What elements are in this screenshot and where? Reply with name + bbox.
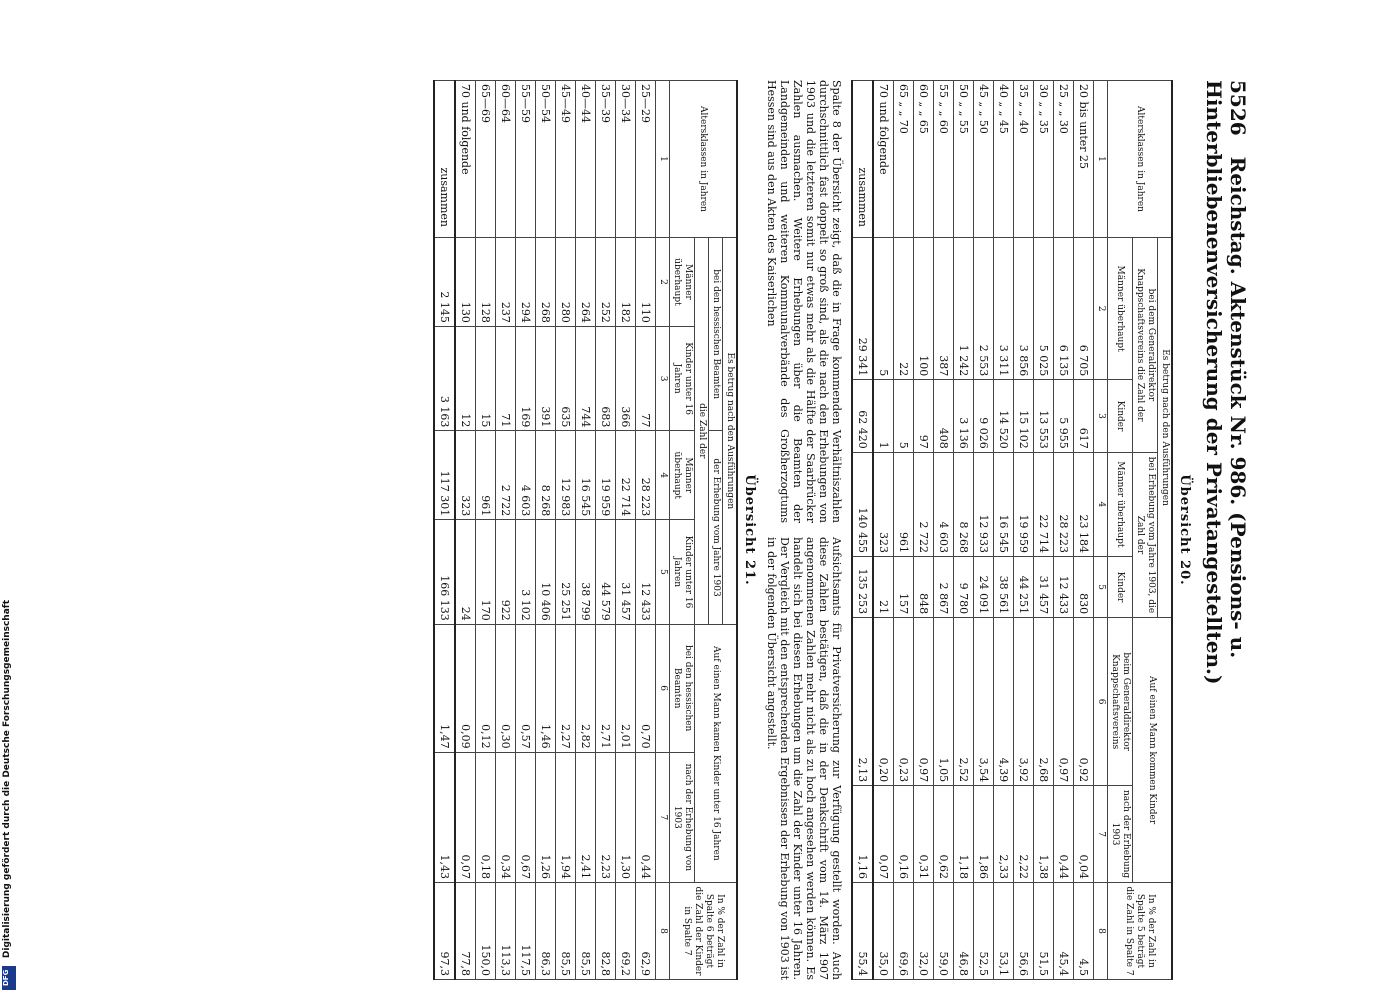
- table-cell: 961: [476, 431, 496, 520]
- t20-h-age: Altersklassen in Jahren: [1108, 81, 1173, 238]
- table-cell: 391: [536, 326, 556, 430]
- table-cell: 0,31: [914, 786, 934, 883]
- table-cell: 25—29: [636, 81, 656, 238]
- table-row: [536, 81, 556, 980]
- table-cell: 8 268: [954, 452, 974, 556]
- table-cell: 9 026: [974, 380, 994, 453]
- table-cell: 46,8: [954, 883, 974, 980]
- t20-h-men-b: Männer überhaupt: [1108, 452, 1133, 556]
- table-cell: 2,22: [1014, 786, 1034, 883]
- t21-colnum: 6: [656, 624, 670, 752]
- table-cell: 32,0: [914, 883, 934, 980]
- table-cell: 170: [476, 520, 496, 624]
- table-cell: 830: [1074, 556, 1094, 617]
- table-cell: 2 867: [934, 556, 954, 617]
- table-cell: 77,8: [455, 883, 476, 980]
- table-cell: 408: [934, 380, 954, 453]
- table-cell: 2,68: [1034, 618, 1054, 786]
- table-cell: 4 603: [934, 452, 954, 556]
- table-cell: 53,1: [994, 883, 1014, 980]
- table-cell: 22: [894, 238, 914, 380]
- table-cell: 14 520: [994, 380, 1014, 453]
- t21-colnums: [656, 81, 670, 980]
- table-cell: 15 102: [1014, 380, 1034, 453]
- table-cell: 961: [894, 452, 914, 556]
- table-cell: 3,54: [974, 618, 994, 786]
- table-cell: 182: [616, 238, 636, 327]
- table-cell: 16 545: [994, 452, 1014, 556]
- table-row: [476, 81, 496, 980]
- t20-h-men-a: Männer überhaupt: [1108, 238, 1133, 380]
- table-cell: 0,16: [894, 786, 914, 883]
- table-row: [1014, 81, 1034, 980]
- table-cell: 71: [496, 326, 516, 430]
- table-cell: 366: [616, 326, 636, 430]
- table-cell: 12 433: [1054, 556, 1074, 617]
- text-left: Spalte 8 der Übersicht zeigt, daß die in Frage kommenden Verhältniszahlen durchschnittlich fast doppelt so groß sind, als die nach den Erhebungen von 1903 und die letzteren somit nur etwas mehr als die Hälfte der Saarbrücker Zahlen ausmachen. Weitere Erhebungen über die Beamten der Landgemeinden und weiteren Kommunalverbände des Großherzogtums Hessen sind aus den Akten des Kaiserlichen: [765, 80, 843, 523]
- table-row: [934, 81, 954, 980]
- table-cell: 55 „ „ 60: [934, 81, 954, 238]
- table-cell: 38 561: [994, 556, 1014, 617]
- total-cell: 2 145: [434, 238, 455, 327]
- table-cell: 0,97: [914, 618, 934, 786]
- table-cell: 69,2: [616, 883, 636, 980]
- table-cell: 5: [873, 238, 894, 380]
- table-row: [994, 81, 1014, 980]
- table-cell: 2 722: [914, 452, 934, 556]
- t21-h-kids-a: Kinder unter 16 Jahren: [670, 326, 695, 430]
- t20-h-group: Es betrug nach den Ausführungen: [1158, 238, 1173, 618]
- table-row: [516, 81, 536, 980]
- t21-h-kids-b: Kinder unter 16 Jahren: [670, 520, 695, 624]
- table-20: [851, 80, 1173, 980]
- table-row: [974, 81, 994, 980]
- t20-colnum: 5: [1094, 556, 1108, 617]
- table-cell: 4,39: [994, 618, 1014, 786]
- table-cell: 70 und folgende: [455, 81, 476, 238]
- table-cell: 44 251: [1014, 556, 1034, 617]
- table-cell: 0,97: [1054, 618, 1074, 786]
- total-cell: 62 420: [852, 380, 873, 453]
- table-cell: 294: [516, 238, 536, 327]
- table-cell: 59,0: [934, 883, 954, 980]
- t21-colnum: 1: [656, 81, 670, 238]
- table-cell: 5 025: [1034, 238, 1054, 380]
- table-row: [636, 81, 656, 980]
- table-cell: 62,9: [636, 883, 656, 980]
- table-cell: 77: [636, 326, 656, 430]
- table-cell: 2,23: [596, 752, 616, 882]
- t20-colnums: [1094, 81, 1108, 980]
- table-cell: 16 545: [576, 431, 596, 520]
- table-cell: 12: [455, 326, 476, 430]
- t20-h-d: In % der Zahl in Spalte 5 beträgt die Zahl in Spalte 7: [1108, 883, 1173, 980]
- table-cell: 38 799: [576, 520, 596, 624]
- table-cell: 85,5: [556, 883, 576, 980]
- table-cell: 0,18: [476, 752, 496, 882]
- table-cell: 0,20: [873, 618, 894, 786]
- total-cell: 97,3: [434, 883, 455, 980]
- table-cell: 12 433: [636, 520, 656, 624]
- total-cell: 166 133: [434, 520, 455, 624]
- text-right: Aufsichtsamts für Privatversicherung zur Verfügung gestellt worden. Auch diese Zahlen bestätigen, daß die in der Denkschrift vom 14. März 1907 angenommenen Zahlen mehr nicht als zu hoch angesehen werden können. Es handelt sich bei diesen Erhebungen um die Zahl der Kinder unter 16 Jahren. Der Vergleich mit den entsprechenden Ergebnissen der Erhebung von 1903 ist in der folgenden Übersicht angestellt.: [765, 537, 843, 980]
- table-cell: 30—34: [616, 81, 636, 238]
- table-cell: 19 959: [1014, 452, 1034, 556]
- table-row: [1054, 81, 1074, 980]
- table-cell: 2,01: [616, 624, 636, 752]
- table-cell: 150,0: [476, 883, 496, 980]
- dfg-logo: DFG: [2, 966, 16, 990]
- t21-h-age: Altersklassen in Jahren: [670, 81, 738, 238]
- table-cell: 3 136: [954, 380, 974, 453]
- table-cell: 0,34: [496, 752, 516, 882]
- funding-note: Digitalisierung gefördert durch die Deutsche Forschungsgemeinschaft: [2, 600, 12, 959]
- table-cell: 0,04: [1074, 786, 1094, 883]
- table-cell: 44 579: [596, 520, 616, 624]
- table-21: [433, 80, 738, 980]
- table-cell: 8 268: [536, 431, 556, 520]
- table-cell: 25 „ „ 30: [1054, 81, 1074, 238]
- table-cell: 323: [873, 452, 894, 556]
- table21-title: Übersicht 21.: [742, 474, 757, 586]
- table-row: [576, 81, 596, 980]
- table-cell: 40—44: [576, 81, 596, 238]
- table-cell: 31 457: [1034, 556, 1054, 617]
- t21-h-b: der Erhebung vom Jahre 1903: [709, 431, 723, 624]
- table-cell: 237: [496, 238, 516, 327]
- t21-h-sub: die Zahl der: [695, 238, 709, 625]
- table-cell: 0,67: [516, 752, 536, 882]
- table-cell: 1,26: [536, 752, 556, 882]
- table-row: [496, 81, 516, 980]
- table-cell: 45—49: [556, 81, 576, 238]
- total-cell: 1,16: [852, 786, 873, 883]
- table-cell: 20 bis unter 25: [1074, 81, 1094, 238]
- table-cell: 2,71: [596, 624, 616, 752]
- table-cell: 2,33: [994, 786, 1014, 883]
- total-cell: 135 253: [852, 556, 873, 617]
- table-cell: 0,70: [636, 624, 656, 752]
- table-cell: 0,07: [873, 786, 894, 883]
- table-cell: 1,86: [974, 786, 994, 883]
- table-row: [616, 81, 636, 980]
- rotated-page: [30, 80, 1250, 980]
- table-row: [914, 81, 934, 980]
- t20-colnum: 7: [1094, 786, 1108, 883]
- t20-colnum: 2: [1094, 238, 1108, 380]
- table-cell: 3 311: [994, 238, 1014, 380]
- t20-h-c: Auf einen Mann kommen Kinder: [1133, 618, 1173, 883]
- t20-colnum: 1: [1094, 81, 1108, 238]
- t21-colnum: 3: [656, 326, 670, 430]
- table-cell: 0,62: [934, 786, 954, 883]
- table-cell: 65—69: [476, 81, 496, 238]
- t20-colnum: 8: [1094, 883, 1108, 980]
- table-cell: 56,6: [1014, 883, 1034, 980]
- table-cell: 323: [455, 431, 476, 520]
- table-cell: 0,09: [455, 624, 476, 752]
- t20-body: [852, 81, 1094, 980]
- table-cell: 28 223: [1054, 452, 1074, 556]
- table-cell: 264: [576, 238, 596, 327]
- table-cell: 4,5: [1074, 883, 1094, 980]
- table-cell: 0,23: [894, 618, 914, 786]
- table-cell: 60—64: [496, 81, 516, 238]
- table-cell: 2 722: [496, 431, 516, 520]
- t21-colnum: 5: [656, 520, 670, 624]
- t21-colnum: 2: [656, 238, 670, 327]
- page-number: 5526: [1226, 80, 1250, 136]
- table-cell: 3 856: [1014, 238, 1034, 380]
- table-cell: 24: [455, 520, 476, 624]
- table-cell: 30 „ „ 35: [1034, 81, 1054, 238]
- t21-h-a: bei den hessischen Beamten: [709, 238, 723, 431]
- table-cell: 0,92: [1074, 618, 1094, 786]
- table-row: [455, 81, 476, 980]
- table-cell: 635: [556, 326, 576, 430]
- table-cell: 683: [596, 326, 616, 430]
- table-cell: 0,12: [476, 624, 496, 752]
- table-cell: 9 780: [954, 556, 974, 617]
- table-cell: 0,30: [496, 624, 516, 752]
- table-cell: 100: [914, 238, 934, 380]
- table-cell: 60 „ „ 65: [914, 81, 934, 238]
- total-row: [852, 81, 873, 980]
- table-cell: 1,18: [954, 786, 974, 883]
- table-cell: 2,52: [954, 618, 974, 786]
- table-cell: 50—54: [536, 81, 556, 238]
- total-cell: zusammen: [434, 81, 455, 238]
- table-cell: 22 714: [616, 431, 636, 520]
- table-cell: 268: [536, 238, 556, 327]
- table-cell: 0,07: [455, 752, 476, 882]
- total-cell: 1,43: [434, 752, 455, 882]
- total-cell: 140 455: [852, 452, 873, 556]
- total-cell: 55,4: [852, 883, 873, 980]
- table-cell: 19 959: [596, 431, 616, 520]
- table-cell: 1,94: [556, 752, 576, 882]
- table-cell: 35,0: [873, 883, 894, 980]
- t20-h-a: bei dem Generaldirektor Knappschaftsvereins die Zahl der: [1133, 238, 1158, 453]
- table-cell: 15: [476, 326, 496, 430]
- t20-h-c1: beim Generaldirektor Knappschaftsvereins: [1108, 618, 1133, 786]
- table-cell: 6 135: [1054, 238, 1074, 380]
- table-cell: 45 „ „ 50: [974, 81, 994, 238]
- page-header: [1202, 80, 1250, 980]
- table-cell: 1,38: [1034, 786, 1054, 883]
- table-cell: 169: [516, 326, 536, 430]
- total-cell: 1,47: [434, 624, 455, 752]
- table-cell: 45,4: [1054, 883, 1074, 980]
- table-cell: 1,30: [616, 752, 636, 882]
- t21-h-c1: bei den hessischen Beamten: [670, 624, 695, 752]
- table20-title: Übersicht 20.: [1177, 474, 1192, 586]
- t20-h-c2: nach der Erhebung 1903: [1108, 786, 1133, 883]
- table-cell: 22 714: [1034, 452, 1054, 556]
- header-title: Reichstag. Aktenstück Nr. 986. (Pensions- u. Hinterbliebenenversicherung der Privatangestellten.): [1202, 80, 1250, 685]
- t21-colnum: 8: [656, 883, 670, 980]
- table-cell: 50 „ „ 55: [954, 81, 974, 238]
- table-cell: 12 983: [556, 431, 576, 520]
- table-cell: 922: [496, 520, 516, 624]
- table-cell: 31 457: [616, 520, 636, 624]
- table-cell: 2,41: [576, 752, 596, 882]
- table-cell: 5: [894, 380, 914, 453]
- table-cell: 21: [873, 556, 894, 617]
- t21-colnum: 4: [656, 431, 670, 520]
- table-cell: 387: [934, 238, 954, 380]
- table-cell: 157: [894, 556, 914, 617]
- table-row: [1074, 81, 1094, 980]
- table-cell: 86,3: [536, 883, 556, 980]
- table-row: [596, 81, 616, 980]
- t20-colnum: 3: [1094, 380, 1108, 453]
- table-cell: 0,44: [1054, 786, 1074, 883]
- table-row: [873, 81, 894, 980]
- table-cell: 55—59: [516, 81, 536, 238]
- table-cell: 2,27: [556, 624, 576, 752]
- table-row: [954, 81, 974, 980]
- table-cell: 35—39: [596, 81, 616, 238]
- table-cell: 28 223: [636, 431, 656, 520]
- t21-h-men-b: Männer überhaupt: [670, 431, 695, 520]
- t21-colnum: 7: [656, 752, 670, 882]
- table-cell: 1: [873, 380, 894, 453]
- total-cell: 2,13: [852, 618, 873, 786]
- table-cell: 70 und folgende: [873, 81, 894, 238]
- table-cell: 848: [914, 556, 934, 617]
- t21-h-c2: nach der Erhebung von 1903: [670, 752, 695, 882]
- table-row: [894, 81, 914, 980]
- t20-h-kids-a: Kinder: [1108, 380, 1133, 453]
- table-cell: 4 603: [516, 431, 536, 520]
- table-cell: 40 „ „ 45: [994, 81, 1014, 238]
- table-cell: 2 553: [974, 238, 994, 380]
- t20-h-b: bei Erhebung vom Jahre 1903, die Zahl der: [1133, 452, 1158, 617]
- table-cell: 128: [476, 238, 496, 327]
- table-row: [556, 81, 576, 980]
- table-cell: 82,8: [596, 883, 616, 980]
- table-cell: 0,57: [516, 624, 536, 752]
- table-cell: 25 251: [556, 520, 576, 624]
- table-cell: 12 933: [974, 452, 994, 556]
- table-cell: 52,5: [974, 883, 994, 980]
- t20-h-kids-b: Kinder: [1108, 556, 1133, 617]
- table-cell: 3,92: [1014, 618, 1034, 786]
- table-cell: 24 091: [974, 556, 994, 617]
- t20-colnum: 6: [1094, 618, 1108, 786]
- t21-h-group: Es betrug nach den Ausführungen: [723, 238, 738, 625]
- table-cell: 3 102: [516, 520, 536, 624]
- table-cell: 617: [1074, 380, 1094, 453]
- table-cell: 1,05: [934, 618, 954, 786]
- table-cell: 13 553: [1034, 380, 1054, 453]
- table-cell: 113,3: [496, 883, 516, 980]
- table-cell: 5 955: [1054, 380, 1074, 453]
- total-cell: 29 341: [852, 238, 873, 380]
- table-cell: 97: [914, 380, 934, 453]
- total-cell: zusammen: [852, 81, 873, 238]
- table-cell: 130: [455, 238, 476, 327]
- table-cell: 1,46: [536, 624, 556, 752]
- table-cell: 10 406: [536, 520, 556, 624]
- table-cell: 1 242: [954, 238, 974, 380]
- total-cell: 117 301: [434, 431, 455, 520]
- table-cell: 252: [596, 238, 616, 327]
- table-cell: 51,5: [1034, 883, 1054, 980]
- t21-h-d: In % der Zahl in Spalte 6 beträgt die Zahl der Kinder in Spalte 7: [670, 883, 738, 980]
- table-cell: 65 „ „ 70: [894, 81, 914, 238]
- table-cell: 6 705: [1074, 238, 1094, 380]
- table-cell: 744: [576, 326, 596, 430]
- table-cell: 280: [556, 238, 576, 327]
- t21-body: [434, 81, 656, 980]
- table-row: [1034, 81, 1054, 980]
- t21-h-men-a: Männer überhaupt: [670, 238, 695, 327]
- table-cell: 85,5: [576, 883, 596, 980]
- total-row: [434, 81, 455, 980]
- table-cell: 23 184: [1074, 452, 1094, 556]
- table-cell: 117,5: [516, 883, 536, 980]
- table-cell: 35 „ „ 40: [1014, 81, 1034, 238]
- table-cell: 110: [636, 238, 656, 327]
- body-text: [765, 80, 843, 980]
- table-cell: 2,82: [576, 624, 596, 752]
- t21-h-c: Auf einen Mann kamen Kinder unter 16 Jahren: [695, 624, 738, 882]
- t20-colnum: 4: [1094, 452, 1108, 556]
- table-cell: 69,6: [894, 883, 914, 980]
- table-cell: 0,44: [636, 752, 656, 882]
- total-cell: 3 163: [434, 326, 455, 430]
